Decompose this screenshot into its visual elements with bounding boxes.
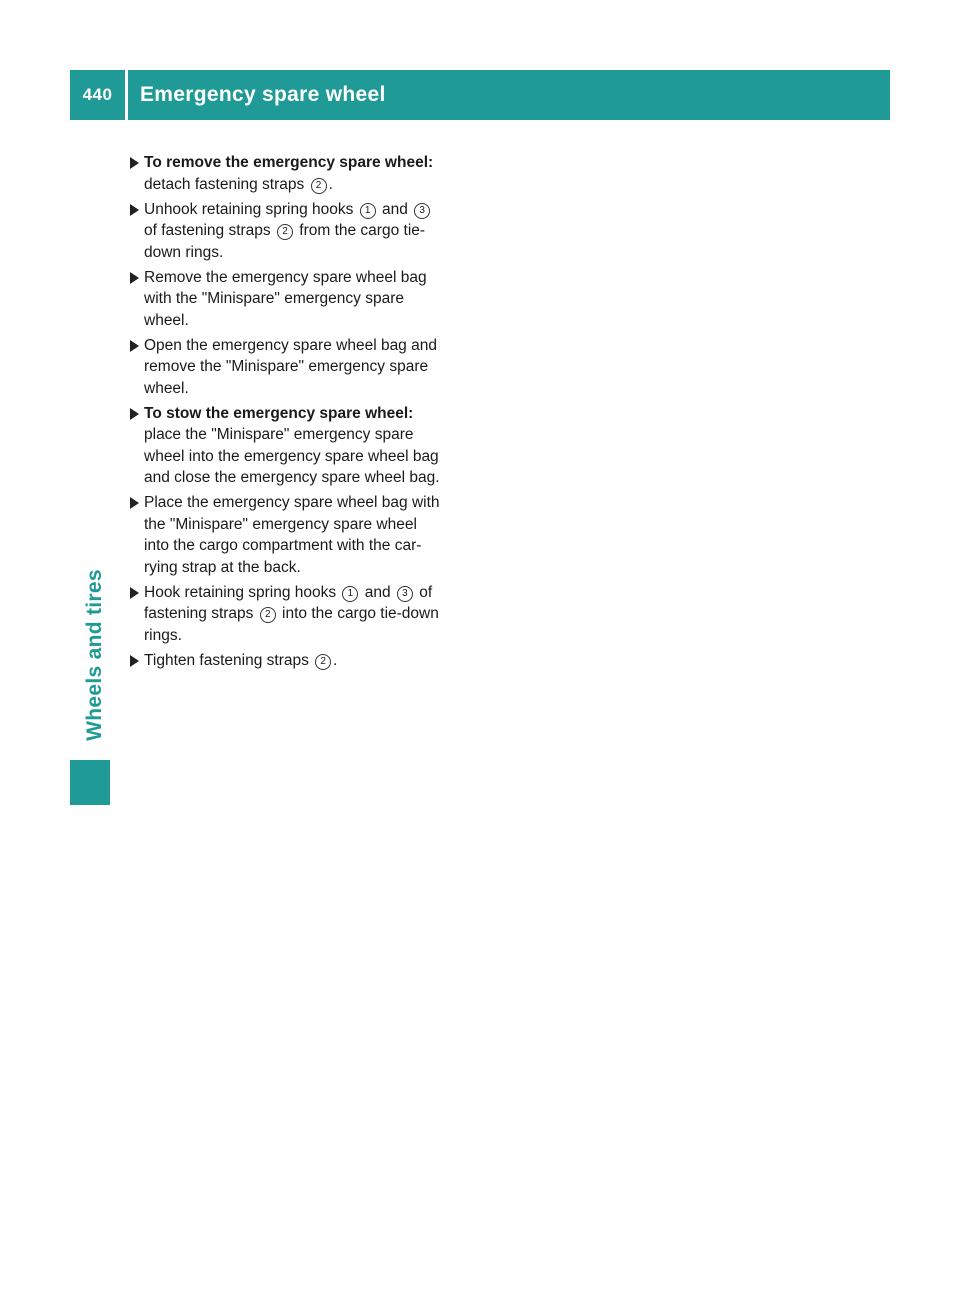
callout-2-icon: 2 [277,224,293,240]
instruction-step [130,335,465,400]
step-arrow-icon [130,408,139,420]
instruction-step [130,492,465,578]
step-text: from the cargo tie- [294,222,426,239]
chapter-label: Wheels and tires [83,569,106,741]
step-line: the "Minispare" emergency spare wheel [144,515,417,533]
step-line: wheel. [144,379,189,397]
step-arrow-icon [130,157,139,169]
step-line: Open the emergency spare wheel bag and [144,336,437,354]
instruction-step [130,403,465,489]
step-arrow-icon [130,340,139,352]
step-text: and [377,200,413,218]
step-text: . [328,175,333,193]
header-divider [125,70,128,120]
instruction-step [130,267,465,332]
step-line: Place the emergency spare wheel bag with [144,494,440,511]
page-number: 440 [82,85,113,104]
step-line [144,403,465,425]
step-line: wheel. [144,311,189,329]
step-line [144,603,465,625]
callout-1-icon: 1 [342,586,358,602]
callout-3-icon: 3 [414,203,430,219]
chapter-side-tab [80,560,110,750]
step-line: into the cargo compartment with the car- [144,537,422,554]
step-text: of [414,583,433,601]
step-text: Tighten fastening straps [144,651,314,669]
step-line: Remove the emergency spare wheel bag [144,268,427,286]
step-text: and [360,583,395,601]
step-line: place the "Minispare" emergency spare [144,426,414,443]
step-line [144,582,465,604]
instruction-step [130,199,465,264]
callout-1-icon: 1 [360,203,376,219]
step-line: and close the emergency spare wheel bag. [144,469,440,486]
step-line: wheel into the emergency spare wheel bag [144,447,439,465]
step-arrow-icon [130,655,139,667]
step-arrow-icon [130,204,139,216]
step-line [144,220,465,242]
step-line: rying strap at the back. [144,558,301,576]
instruction-step [130,650,465,672]
step-arrow-icon [130,587,139,599]
step-text: fastening straps [144,605,258,622]
callout-2-icon: 2 [311,178,327,194]
step-heading: To stow the emergency spare wheel: [144,404,414,422]
step-line: rings. [144,626,182,644]
instruction-step [130,582,465,647]
instruction-step [130,152,465,195]
step-arrow-icon [130,272,139,284]
callout-3-icon: 3 [397,586,413,602]
step-line: with the "Minispare" emergency spare [144,290,404,307]
step-text: Hook retaining spring hooks [144,583,341,601]
step-text: into the cargo tie-down [277,605,439,622]
section-title: Emergency spare wheel [140,83,386,106]
callout-2-icon: 2 [260,607,276,623]
step-line: down rings. [144,243,224,261]
step-line [144,152,465,174]
callout-2-icon: 2 [315,654,331,670]
step-text: Unhook retaining spring hooks [144,200,358,218]
step-text: of fastening straps [144,222,275,239]
step-arrow-icon [130,497,139,509]
step-heading: To remove the emergency spare wheel: [144,154,434,171]
chapter-tab-marker [70,760,110,805]
page-header [70,70,890,120]
step-text: detach fastening straps [144,175,309,193]
step-line [144,174,465,196]
step-line [144,650,465,672]
instructions [130,152,465,675]
step-line: remove the "Minispare" emergency spare [144,358,429,375]
step-line [144,199,465,221]
step-text: . [333,651,338,669]
